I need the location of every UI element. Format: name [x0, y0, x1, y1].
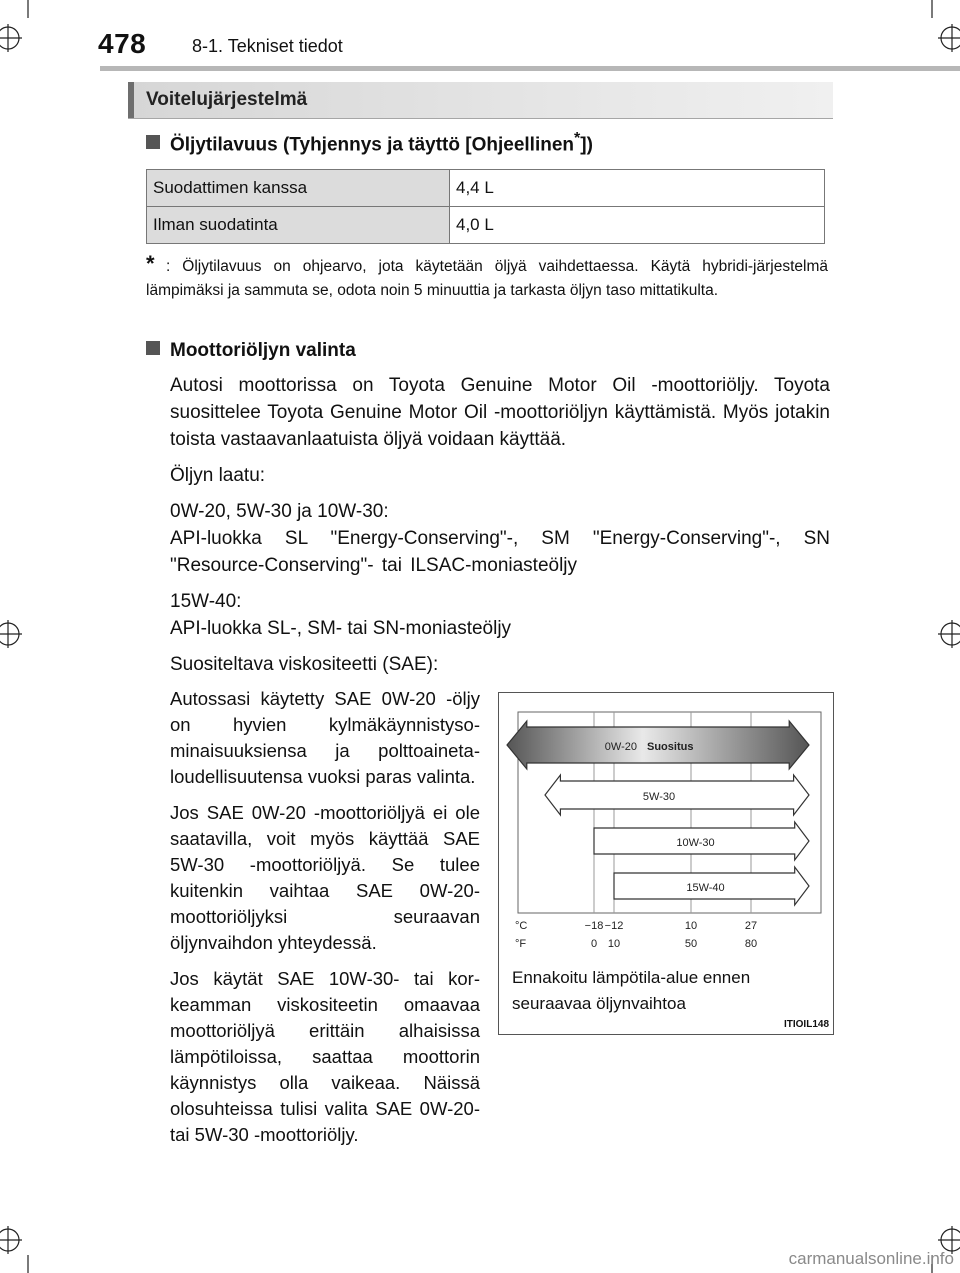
oil-capacity-heading: Öljytilavuus (Tyhjennys ja täyttö [Ohjeellinen*])	[146, 130, 593, 156]
footnote-marker: *	[146, 251, 155, 276]
fahrenheit-tick-label: 80	[744, 938, 758, 950]
viscosity-paragraph: Jos SAE 0W-20 -moottoriöljyä ei ole saatavilla, voit myös käyttää SAE 5W-30 -moottoriöljyä. Se tulee kuitenkin vaihtaa SAE 0W-20-moottoriöljyksi seuraavan öljynvaihdon yhteydessä.	[170, 802, 480, 953]
capacity-footnote: * : Öljytilavuus on ohjearvo, jota käytetään öljyä vaihdettaessa. Käytä hybridi-järjestelmä lämpimäksi ja sammuta se, odota noin 5 minuuttia ja tarkasta öljyn taso mittatikulta.	[146, 251, 828, 299]
grades-2-text: API-luokka SL-, SM- tai SN-moniasteöljy	[170, 618, 512, 639]
oil-selection-body	[170, 372, 830, 678]
oil-capacity-table	[146, 169, 825, 244]
page-number: 478	[98, 28, 147, 59]
viscosity-column	[170, 686, 480, 1158]
bar-label: 15W-40	[686, 882, 725, 894]
fahrenheit-tick-label: 10	[607, 938, 621, 950]
figure-id: ITIOIL148	[783, 1019, 829, 1030]
viscosity-bar	[545, 775, 809, 815]
grades-1-text: API-luokka SL "Energy-Conserving"-, SM "Energy-Conserving"-, SN "Resource-Conserving"- tai ILSAC-moniasteöljy	[170, 528, 830, 576]
bar-label: 10W-30	[676, 837, 715, 849]
celsius-unit-label: °C	[515, 920, 528, 932]
celsius-tick-label: −18	[584, 920, 604, 932]
square-bullet-icon	[146, 341, 160, 355]
square-bullet-icon	[146, 135, 160, 149]
table-cell-label: Suodattimen kanssa	[147, 170, 450, 207]
intro-paragraph: Autosi moottorissa on Toyota Genuine Motor Oil -moottoriöljy. Toyota suosittelee Toyota Genuine Motor Oil -moottoriöljyn käyttämistä. Myös jotakin toista vastaavanlaatuista öljyä voidaan käyttää.	[170, 375, 830, 450]
section-title: Voitelujärjestelmä	[146, 89, 308, 110]
viscosity-paragraph: Autossasi käytetty SAE 0W-20 -öljy on hyvien kylmäkäynnistyso-minaisuuksiensa ja polttoaineta-loudellisuutensa vuoksi paras valinta.	[170, 688, 480, 787]
celsius-tick-label: 27	[744, 920, 758, 932]
table-cell-value: 4,4 L	[450, 170, 825, 207]
celsius-tick-label: 10	[684, 920, 698, 932]
bar-label: 5W-30	[642, 791, 676, 803]
fahrenheit-tick-label: 50	[684, 938, 698, 950]
watermark: carmanualsonline.info	[788, 1249, 954, 1268]
header-rule	[100, 66, 960, 71]
table-cell-label: Ilman suodatinta	[147, 207, 450, 244]
celsius-tick-label: −12	[604, 920, 624, 932]
fahrenheit-tick-label: 0	[590, 938, 598, 950]
grades-1-title: 0W-20, 5W-30 ja 10W-30:	[170, 501, 389, 522]
table-row	[147, 207, 825, 244]
fahrenheit-unit-label: °F	[515, 938, 527, 950]
table-cell-value: 4,0 L	[450, 207, 825, 244]
table-row	[147, 170, 825, 207]
section-heading	[128, 82, 833, 119]
grades-2-title: 15W-40:	[170, 591, 242, 612]
viscosity-paragraph: Jos käytät SAE 10W-30- tai kor-keamman viskositeetin omaavaa moottoriöljyä erittäin alhaisissa lämpötiloissa, saattaa moottorin käynnistys olla vaikeaa. Näissä olosuhteissa tulisi valita SAE 0W-20- tai 5W-30 -moottoriöljy.	[170, 968, 480, 1145]
viscosity-label: Suositeltava viskositeetti (SAE):	[170, 654, 439, 675]
quality-label: Öljyn laatu:	[170, 465, 266, 486]
chapter-title: 8-1. Tekniset tiedot	[192, 36, 343, 56]
recommended-label: Suositus	[647, 741, 694, 753]
figure-caption: Ennakoitu lämpötila-alue ennen seuraavaa öljynvaihtoa	[512, 968, 751, 1013]
oil-selection-heading: Moottoriöljyn valinta	[146, 340, 356, 362]
bar-label: 0W-20	[604, 741, 637, 753]
